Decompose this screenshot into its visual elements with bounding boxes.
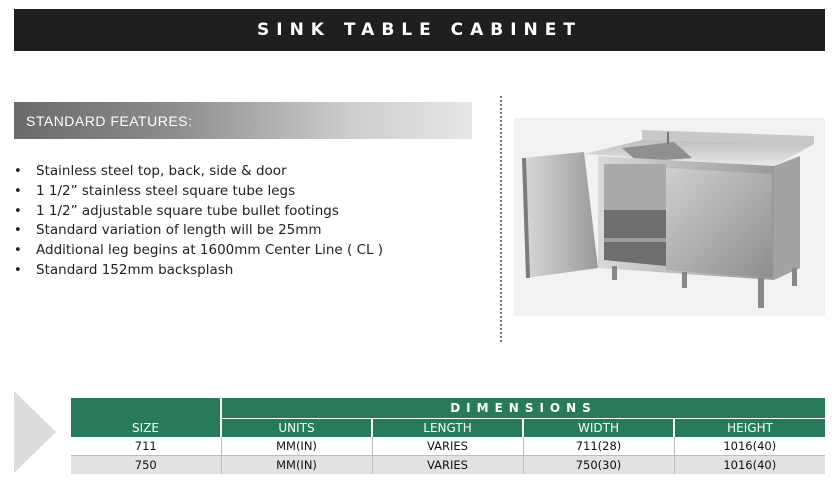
cell-height: 1016(40) (674, 437, 825, 456)
feature-item (14, 261, 383, 281)
bullet-icon: • (14, 243, 22, 259)
feature-text: Stainless steel top, back, side & door (36, 163, 287, 179)
cell-size: 750 (71, 456, 221, 475)
dimensions-table (71, 398, 825, 474)
feature-item (14, 162, 383, 182)
column-header-height: HEIGHT (674, 419, 825, 438)
cell-length: VARIES (372, 456, 523, 475)
column-header-units: UNITS (221, 419, 372, 438)
cell-width: 750(30) (523, 456, 674, 475)
bullet-icon: • (14, 203, 22, 219)
cell-height: 1016(40) (674, 456, 825, 475)
feature-item (14, 182, 383, 202)
feature-text: Additional leg begins at 1600mm Center Line ( CL ) (36, 242, 384, 259)
cell-units: MM(IN) (221, 437, 372, 456)
arrow-icon (14, 391, 56, 473)
feature-text: Standard 152mm backsplash (36, 261, 234, 278)
feature-text: 1 1/2” adjustable square tube bullet footings (36, 202, 339, 219)
table-row (71, 437, 825, 456)
feature-item (14, 241, 383, 261)
table-row (71, 456, 825, 475)
features-list (14, 162, 383, 281)
cell-length: VARIES (372, 437, 523, 456)
size-header-spacer (71, 398, 221, 419)
feature-item (14, 202, 383, 222)
feature-item (14, 221, 383, 241)
page-title-bar (14, 9, 825, 51)
bullet-icon: • (14, 223, 22, 239)
column-header-length: LENGTH (372, 419, 523, 438)
column-header-size: SIZE (71, 419, 221, 438)
bullet-icon: • (14, 262, 22, 278)
cell-units: MM(IN) (221, 456, 372, 475)
page-title: SINK TABLE CABINET (257, 20, 582, 40)
column-header-width: WIDTH (523, 419, 674, 438)
features-header-label: STANDARD FEATURES: (26, 112, 193, 129)
feature-text: Standard variation of length will be 25mm (36, 222, 322, 239)
bullet-icon: • (14, 164, 22, 179)
cell-size: 711 (71, 437, 221, 456)
dimensions-title: DIMENSIONS (221, 398, 825, 419)
sink-cabinet-image (514, 118, 825, 316)
cell-width: 711(28) (523, 437, 674, 456)
bullet-icon: • (14, 183, 22, 199)
dotted-divider (500, 96, 502, 342)
features-header (14, 102, 472, 139)
feature-text: 1 1/2” stainless steel square tube legs (36, 182, 296, 199)
